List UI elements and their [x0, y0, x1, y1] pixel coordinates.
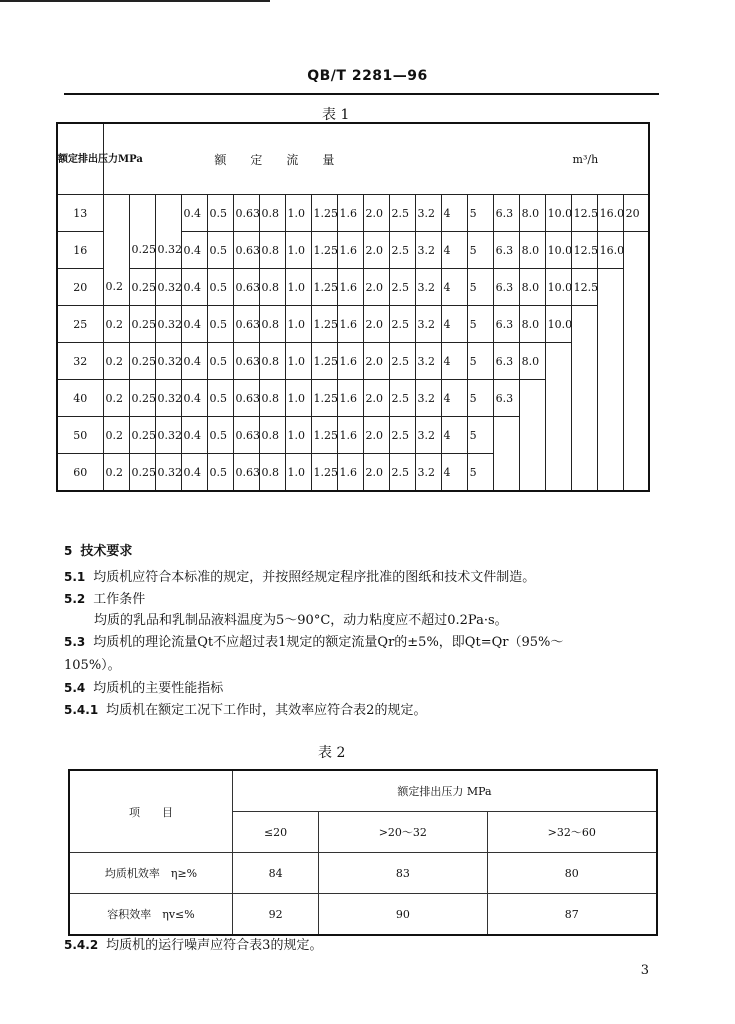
flow-header: 额定流量 [103, 123, 467, 195]
flow-cell: 0.32 [155, 232, 181, 269]
flow-cell: 0.63 [233, 232, 259, 269]
pressure-col-2: >20～32 [319, 812, 487, 853]
cell: 80 [487, 853, 657, 894]
header-rule [64, 93, 659, 95]
flow-cell: 0.4 [181, 232, 207, 269]
flow-cell: 8.0 [519, 232, 545, 269]
cell: 90 [319, 894, 487, 936]
flow-cell [623, 232, 649, 269]
flow-cell: 5 [467, 454, 493, 492]
flow-cell: 3.2 [415, 380, 441, 417]
flow-cell: 1.6 [337, 306, 363, 343]
flow-cell [623, 343, 649, 380]
flow-cell: 0.8 [259, 380, 285, 417]
flow-cell [155, 195, 181, 232]
flow-cell: 2.5 [389, 269, 415, 306]
flow-cell: 0.63 [233, 269, 259, 306]
flow-cell: 2.0 [363, 417, 389, 454]
flow-cell: 2.5 [389, 417, 415, 454]
flow-cell: 0.2 [103, 380, 129, 417]
flow-cell: 0.32 [155, 417, 181, 454]
pressure-cell: 40 [57, 380, 103, 417]
cell: 83 [319, 853, 487, 894]
flow-cell: 1.25 [311, 454, 337, 492]
pressure-cell: 20 [57, 269, 103, 306]
flow-cell: 0.5 [207, 343, 233, 380]
clause-5-2-body: 均质的乳品和乳制品液料温度为5～90°C，动力粘度应不超过0.2Pa·s。 [94, 613, 508, 628]
flow-cell: 0.5 [207, 269, 233, 306]
pressure-col-3: >32～60 [487, 812, 657, 853]
flow-cell: 1.25 [311, 195, 337, 232]
flow-cell: 12.5 [571, 269, 597, 306]
flow-cell: 0.4 [181, 343, 207, 380]
pressure-cell: 32 [57, 343, 103, 380]
flow-cell [519, 417, 545, 454]
pressure-cell: 60 [57, 454, 103, 492]
flow-cell: 1.25 [311, 232, 337, 269]
flow-cell: 0.5 [207, 306, 233, 343]
flow-cell: 0.25 [129, 417, 155, 454]
flow-cell: 10.0 [545, 232, 571, 269]
flow-cell [519, 454, 545, 492]
flow-cell: 2.5 [389, 380, 415, 417]
flow-cell [519, 380, 545, 417]
flow-cell: 5 [467, 380, 493, 417]
flow-cell: 5 [467, 269, 493, 306]
flow-cell [623, 417, 649, 454]
clause-5-2-title: 工作条件 [93, 592, 146, 607]
flow-cell: 8.0 [519, 195, 545, 232]
flow-cell [597, 269, 623, 306]
clause-5-4-title: 均质机的主要性能指标 [93, 681, 224, 696]
flow-cell: 0.25 [129, 343, 155, 380]
flow-cell: 2.5 [389, 232, 415, 269]
flow-cell [623, 380, 649, 417]
table1-row [57, 380, 649, 417]
table2-row-efficiency [69, 853, 657, 894]
standard-code: QB/T 2281—96 [307, 68, 428, 84]
flow-cell [545, 343, 571, 380]
clause-5-3-text: 均质机的理论流量Qt不应超过表1规定的额定流量Qr的±5%，即Qt=Qr（95%～ [93, 635, 564, 650]
clause-5-1-text: 均质机应符合本标准的规定，并按照经规定程序批准的图纸和技术文件制造。 [93, 570, 536, 585]
flow-cell: 1.25 [311, 343, 337, 380]
pressure-cell: 50 [57, 417, 103, 454]
flow-cell: 12.5 [571, 232, 597, 269]
rated-flow-table [56, 122, 650, 492]
flow-cell [103, 195, 129, 232]
flow-cell: 0.5 [207, 454, 233, 492]
flow-cell [103, 232, 129, 269]
flow-cell: 2.0 [363, 380, 389, 417]
unit-label: m³/h [467, 123, 649, 195]
flow-cell: 4 [441, 454, 467, 492]
flow-cell: 1.6 [337, 195, 363, 232]
flow-cell: 0.8 [259, 306, 285, 343]
flow-cell: 0.2 [103, 306, 129, 343]
section-5-number: 5 [64, 544, 73, 558]
flow-cell: 0.63 [233, 195, 259, 232]
pressure-header-t2: 额定排出压力 MPa [233, 770, 658, 812]
flow-cell: 0.25 [129, 269, 155, 306]
table1-caption: 表 1 [322, 107, 350, 123]
flow-cell: 0.2 [103, 454, 129, 492]
flow-cell [597, 306, 623, 343]
flow-cell: 16.0 [597, 232, 623, 269]
flow-cell: 1.6 [337, 343, 363, 380]
flow-cell: 3.2 [415, 269, 441, 306]
flow-cell: 0.8 [259, 269, 285, 306]
pressure-cell: 13 [57, 195, 103, 232]
flow-cell: 4 [441, 417, 467, 454]
flow-cell: 1.6 [337, 417, 363, 454]
flow-cell [493, 417, 519, 454]
flow-cell: 1.6 [337, 380, 363, 417]
flow-cell: 0.4 [181, 380, 207, 417]
flow-cell: 10.0 [545, 195, 571, 232]
flow-cell: 1.0 [285, 195, 311, 232]
top-rule [0, 0, 270, 2]
flow-cell: 0.8 [259, 195, 285, 232]
flow-cell: 2.0 [363, 306, 389, 343]
flow-cell: 4 [441, 232, 467, 269]
table1-row [57, 417, 649, 454]
flow-cell: 20 [623, 195, 649, 232]
clause-5-4-2 [64, 934, 322, 953]
row-label: 容积效率 ηv≤% [69, 894, 233, 936]
flow-cell: 4 [441, 269, 467, 306]
table2-caption: 表 2 [318, 745, 346, 761]
flow-cell: 3.2 [415, 195, 441, 232]
flow-cell [545, 380, 571, 417]
flow-cell: 0.2 [103, 417, 129, 454]
flow-cell: 0.63 [233, 380, 259, 417]
flow-cell [571, 417, 597, 454]
flow-cell [597, 417, 623, 454]
flow-cell: 0.2 [103, 343, 129, 380]
item-header: 项 目 [69, 770, 233, 853]
flow-cell: 8.0 [519, 343, 545, 380]
cell: 92 [233, 894, 319, 936]
flow-cell [623, 454, 649, 492]
flow-cell: 0.32 [155, 380, 181, 417]
flow-cell: 0.2 [103, 269, 129, 306]
flow-cell: 2.0 [363, 454, 389, 492]
cell: 87 [487, 894, 657, 936]
flow-cell: 1.6 [337, 269, 363, 306]
flow-cell: 4 [441, 306, 467, 343]
flow-cell: 2.0 [363, 232, 389, 269]
flow-cell [571, 343, 597, 380]
flow-cell: 0.32 [155, 343, 181, 380]
flow-cell: 1.25 [311, 380, 337, 417]
flow-cell: 5 [467, 232, 493, 269]
table1-row [57, 232, 649, 269]
table1-row [57, 343, 649, 380]
section-5-title: 技术要求 [80, 544, 133, 559]
flow-cell: 3.2 [415, 343, 441, 380]
table1-row [57, 454, 649, 492]
flow-cell: 1.0 [285, 380, 311, 417]
flow-cell: 3.2 [415, 454, 441, 492]
flow-cell: 5 [467, 306, 493, 343]
flow-cell: 2.0 [363, 343, 389, 380]
flow-cell: 8.0 [519, 306, 545, 343]
flow-cell: 1.25 [311, 417, 337, 454]
clause-5-2 [64, 588, 145, 607]
flow-cell: 2.0 [363, 269, 389, 306]
flow-cell: 0.5 [207, 417, 233, 454]
flow-cell: 1.25 [311, 306, 337, 343]
flow-cell: 1.0 [285, 306, 311, 343]
flow-cell: 0.32 [155, 269, 181, 306]
flow-cell [597, 343, 623, 380]
table1-row [57, 195, 649, 232]
flow-cell: 1.6 [337, 454, 363, 492]
clause-5-4-number: 5.4 [64, 681, 86, 695]
table2-header-row [69, 770, 657, 812]
pressure-cell: 25 [57, 306, 103, 343]
flow-cell: 0.4 [181, 417, 207, 454]
table1-row [57, 269, 649, 306]
row-label: 均质机效率 η≥% [69, 853, 233, 894]
flow-cell: 1.0 [285, 343, 311, 380]
clause-5-1-number: 5.1 [64, 570, 86, 584]
clause-5-3-number: 5.3 [64, 635, 86, 649]
flow-cell: 0.25 [129, 380, 155, 417]
page-number: 3 [640, 963, 649, 978]
clause-5-4-2-text: 均质机的运行噪声应符合表3的规定。 [106, 938, 323, 953]
clause-5-4-1 [64, 699, 426, 718]
flow-cell: 4 [441, 343, 467, 380]
flow-cell: 0.4 [181, 454, 207, 492]
flow-cell: 2.5 [389, 195, 415, 232]
flow-cell: 12.5 [571, 195, 597, 232]
flow-cell: 0.25 [129, 454, 155, 492]
flow-cell [597, 380, 623, 417]
flow-cell: 2.5 [389, 454, 415, 492]
flow-cell: 1.0 [285, 454, 311, 492]
flow-cell: 6.3 [493, 306, 519, 343]
pressure-header: 额定排出压力MPa [57, 123, 103, 195]
flow-cell: 1.0 [285, 232, 311, 269]
flow-cell: 5 [467, 417, 493, 454]
table1-row [57, 306, 649, 343]
flow-cell: 3.2 [415, 306, 441, 343]
flow-cell: 2.5 [389, 306, 415, 343]
flow-cell: 5 [467, 343, 493, 380]
flow-cell: 0.5 [207, 195, 233, 232]
flow-cell: 0.32 [155, 306, 181, 343]
flow-cell: 6.3 [493, 195, 519, 232]
flow-cell: 0.8 [259, 232, 285, 269]
clause-5-3 [64, 631, 563, 650]
flow-cell [571, 454, 597, 492]
flow-cell: 5 [467, 195, 493, 232]
flow-cell: 0.4 [181, 306, 207, 343]
flow-cell: 2.0 [363, 195, 389, 232]
flow-cell: 6.3 [493, 232, 519, 269]
flow-cell: 0.4 [181, 195, 207, 232]
flow-cell: 4 [441, 195, 467, 232]
clause-5-1 [64, 566, 535, 585]
rated-flow-table-body [57, 123, 649, 491]
flow-cell: 0.25 [129, 232, 155, 269]
flow-cell: 3.2 [415, 232, 441, 269]
flow-cell: 8.0 [519, 269, 545, 306]
flow-cell: 4 [441, 380, 467, 417]
flow-cell [545, 454, 571, 492]
clause-5-3-continued: 105%）。 [64, 658, 121, 673]
flow-cell: 0.8 [259, 454, 285, 492]
table1-header-row [57, 123, 649, 195]
clause-5-2-number: 5.2 [64, 592, 86, 606]
flow-cell: 6.3 [493, 380, 519, 417]
flow-cell: 1.0 [285, 269, 311, 306]
flow-cell: 6.3 [493, 269, 519, 306]
table2-row-volumetric [69, 894, 657, 936]
pressure-cell: 16 [57, 232, 103, 269]
flow-cell [623, 306, 649, 343]
flow-cell: 0.63 [233, 306, 259, 343]
flow-cell: 2.5 [389, 343, 415, 380]
clause-5-4-2-number: 5.4.2 [64, 938, 99, 952]
cell: 84 [233, 853, 319, 894]
clause-5-4-1-number: 5.4.1 [64, 703, 99, 717]
flow-cell: 0.4 [181, 269, 207, 306]
flow-cell: 0.63 [233, 454, 259, 492]
flow-cell: 1.25 [311, 269, 337, 306]
flow-cell: 0.63 [233, 417, 259, 454]
clause-5-4-1-text: 均质机在额定工况下工作时，其效率应符合表2的规定。 [106, 703, 427, 718]
section-5-heading [64, 540, 132, 559]
flow-cell: 0.5 [207, 380, 233, 417]
flow-cell [623, 269, 649, 306]
flow-cell [571, 306, 597, 343]
efficiency-table [68, 769, 658, 936]
flow-cell: 0.5 [207, 232, 233, 269]
pressure-col-1: ≤20 [233, 812, 319, 853]
flow-cell: 10.0 [545, 306, 571, 343]
flow-cell: 3.2 [415, 417, 441, 454]
clause-5-4 [64, 677, 223, 696]
flow-cell: 10.0 [545, 269, 571, 306]
flow-cell [545, 417, 571, 454]
flow-cell: 0.32 [155, 454, 181, 492]
flow-cell [129, 195, 155, 232]
flow-cell: 0.63 [233, 343, 259, 380]
flow-cell: 1.0 [285, 417, 311, 454]
flow-cell [493, 454, 519, 492]
flow-cell: 6.3 [493, 343, 519, 380]
flow-cell: 1.6 [337, 232, 363, 269]
flow-cell: 0.8 [259, 417, 285, 454]
flow-cell [571, 380, 597, 417]
flow-cell: 0.25 [129, 306, 155, 343]
flow-cell [597, 454, 623, 492]
flow-cell: 0.8 [259, 343, 285, 380]
flow-cell: 16.0 [597, 195, 623, 232]
